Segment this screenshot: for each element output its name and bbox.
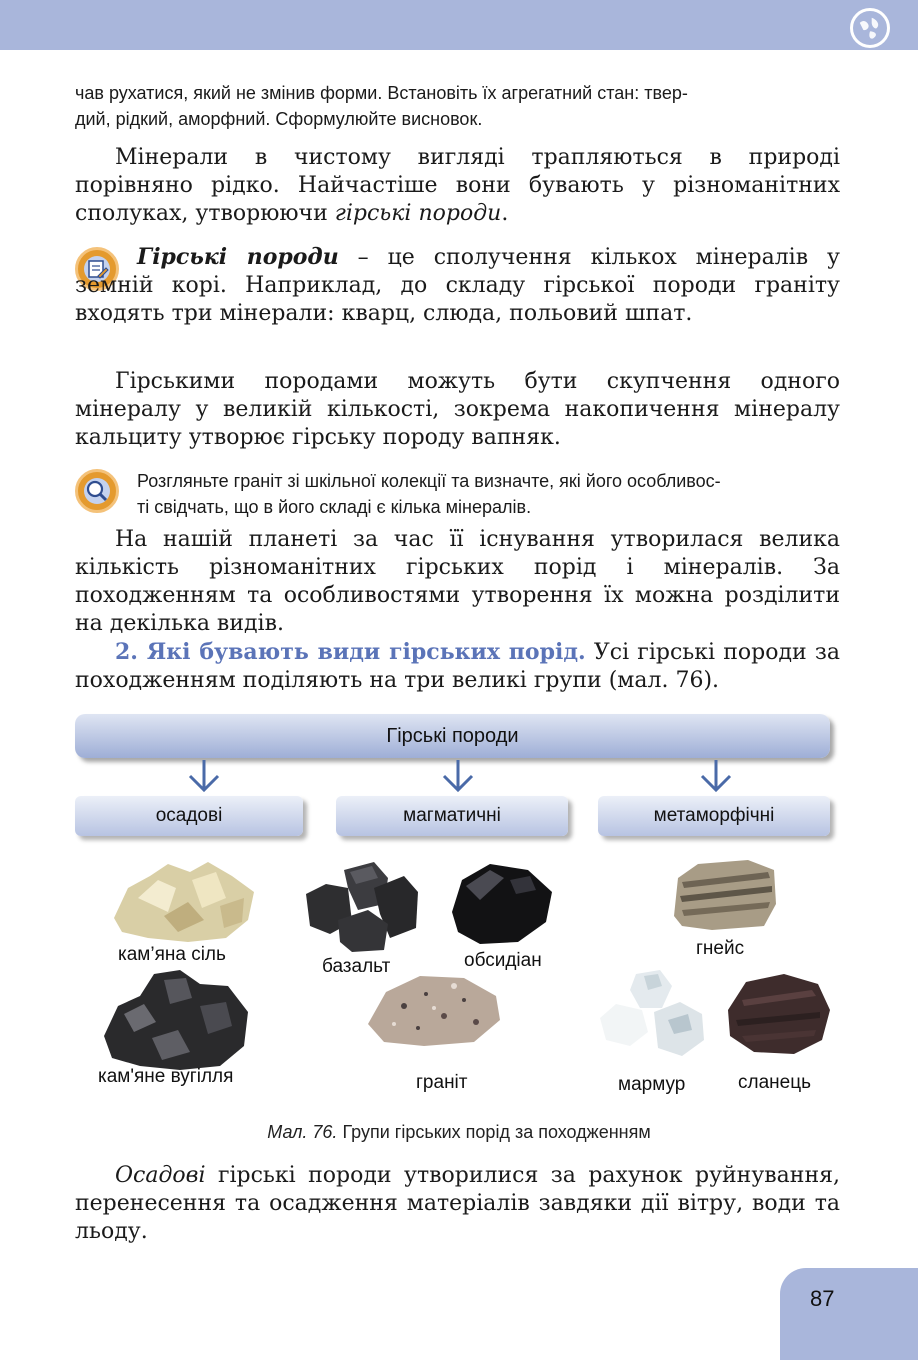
gneiss-image bbox=[668, 856, 780, 932]
section-heading: 2. Які бувають види гірських порід. bbox=[115, 639, 586, 665]
task-line-2: ті свідчать, що в його складі є кілька мінералів. bbox=[137, 497, 532, 517]
rock-salt-image bbox=[108, 858, 260, 944]
paragraph-minerals: Мінерали в чистому вигляді трапляються в природі порівняно рідко. Найчастіше вони бувають у різноманітних сполуках, утворюючи гірські породи. bbox=[75, 145, 840, 226]
page-number-tab bbox=[780, 1268, 918, 1360]
shale-image bbox=[722, 970, 834, 1058]
arrow-down-icon bbox=[186, 760, 222, 794]
group-igneous: магматичні bbox=[336, 796, 568, 836]
section-text: Усі гірські породи за походженням поділяють на три великі групи (мал. 76). bbox=[75, 640, 840, 693]
term-rocks: гірські породи bbox=[334, 201, 502, 226]
group-metamorphic: метаморфічні bbox=[598, 796, 830, 836]
marble-image bbox=[596, 968, 708, 1060]
label-gneiss: гнейс bbox=[696, 938, 745, 959]
label-coal: кам'яне вугілля bbox=[98, 1066, 234, 1087]
globe-icon bbox=[850, 8, 890, 48]
intro-line-1: чав рухатися, який не змінив форми. Встановіть їх агрегатний стан: твер- bbox=[75, 83, 688, 103]
label-shale: сланець bbox=[738, 1072, 811, 1093]
granite-image bbox=[364, 972, 504, 1048]
definition-block bbox=[75, 243, 840, 328]
header-bar bbox=[0, 0, 918, 50]
diagram-root-box: Гірські породи bbox=[75, 714, 830, 758]
coal-image bbox=[100, 966, 252, 1072]
arrow-down-icon bbox=[440, 760, 476, 794]
figure-caption: Мал. 76. Групи гірських порід за походженням bbox=[267, 1122, 651, 1142]
label-obsidian: обсидіан bbox=[464, 950, 542, 971]
section-types bbox=[75, 638, 840, 695]
intro-line-2: дий, рідкий, аморфний. Сформулюйте висновок. bbox=[75, 109, 483, 129]
label-rock-salt: кам’яна сіль bbox=[118, 944, 226, 965]
arrow-down-icon bbox=[698, 760, 734, 794]
definition-text: – це сполучення кількох мінералів у земній корі. Наприклад, до складу гірської породи граніту входять три мінерали: кварц, слюда, польовий шпат. bbox=[75, 245, 840, 326]
paragraph-planet: На нашій планеті за час її існування утворилася велика кількість різноманітних гірських порід і мінералів. За походженням та особливостями утворення їх можна розділити на декілька видів. bbox=[75, 527, 840, 636]
label-granite: граніт bbox=[416, 1072, 468, 1093]
group-sedimentary: осадові bbox=[75, 796, 303, 836]
magnifier-icon bbox=[75, 469, 119, 513]
label-marble: мармур bbox=[618, 1074, 686, 1095]
task-line-1: Розгляньте граніт зі шкільної колекції та визначте, які його особливос- bbox=[137, 471, 721, 491]
paragraph-rock-clusters: Гірськими породами можуть бути скупчення одного мінералу у великій кількості, зокрема накопичення мінералу кальциту утворює гірську породу вапняк. bbox=[75, 369, 840, 450]
label-basalt: базальт bbox=[322, 956, 391, 977]
definition-term: Гірські породи bbox=[137, 244, 339, 270]
paragraph-sedimentary: Осадові гірські породи утворилися за рахунок руйнування, перенесення та осадження матеріалів завдяки дії вітру, води та льоду. bbox=[75, 1163, 840, 1244]
page-number: 87 bbox=[810, 1286, 835, 1311]
term-sedimentary: Осадові bbox=[115, 1163, 206, 1188]
obsidian-image bbox=[446, 860, 558, 946]
basalt-image bbox=[304, 858, 420, 954]
